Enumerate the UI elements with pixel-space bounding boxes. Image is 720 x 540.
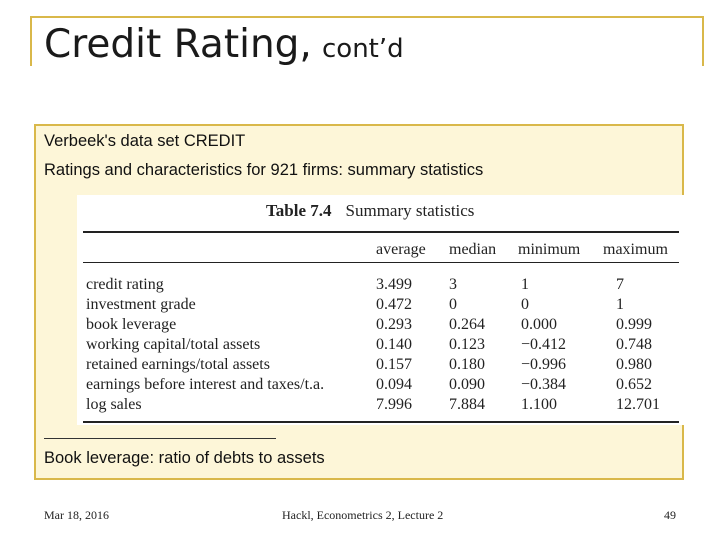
slide-title-main: Credit Rating, xyxy=(44,22,312,67)
row-label: book leverage xyxy=(86,316,177,333)
table-row xyxy=(86,316,681,336)
row-label: credit rating xyxy=(86,276,164,293)
separator-line xyxy=(44,438,276,439)
table-caption-text: Summary statistics xyxy=(345,201,475,220)
slide-title xyxy=(44,22,404,67)
cell-median: 0.180 xyxy=(449,356,485,373)
table-row xyxy=(86,356,681,376)
cell-average: 0.293 xyxy=(376,316,412,333)
cell-median: 0.090 xyxy=(449,376,485,393)
summary-statistics-table xyxy=(77,195,684,425)
table-header-rule xyxy=(83,262,679,263)
header-median: median xyxy=(449,241,497,258)
frame-top-line xyxy=(30,16,704,18)
cell-maximum: 1 xyxy=(616,296,624,313)
cell-average: 0.094 xyxy=(376,376,412,393)
footer-page-number: 49 xyxy=(664,508,676,522)
footer-course: Hackl, Econometrics 2, Lecture 2 xyxy=(282,508,444,522)
cell-minimum: −0.996 xyxy=(521,356,567,373)
dataset-line: Verbeek's data set CREDIT xyxy=(44,132,246,150)
row-label: investment grade xyxy=(86,296,196,313)
cell-average: 0.157 xyxy=(376,356,412,373)
table-row xyxy=(86,296,681,316)
cell-maximum: 0.980 xyxy=(616,356,652,373)
table-row xyxy=(86,276,681,296)
table-row xyxy=(86,336,681,356)
description-line: Ratings and characteristics for 921 firms: summary statistics xyxy=(44,161,484,179)
cell-average: 0.472 xyxy=(376,296,412,313)
row-label: working capital/total assets xyxy=(86,336,261,353)
row-label: log sales xyxy=(86,396,142,413)
table-label: Table 7.4 xyxy=(266,201,332,220)
table-row xyxy=(86,376,681,396)
table-row xyxy=(86,396,681,416)
table-caption xyxy=(266,201,474,221)
cell-median: 3 xyxy=(449,276,457,293)
frame-right-line xyxy=(702,16,704,66)
header-average: average xyxy=(376,241,426,258)
cell-maximum: 0.748 xyxy=(616,336,652,353)
cell-minimum: 1 xyxy=(521,276,529,293)
cell-minimum: 0.000 xyxy=(521,316,557,333)
footer-date: Mar 18, 2016 xyxy=(44,508,109,522)
cell-minimum: −0.412 xyxy=(521,336,567,353)
slide-title-sub: cont’d xyxy=(322,34,404,64)
cell-maximum: 0.652 xyxy=(616,376,652,393)
cell-average: 0.140 xyxy=(376,336,412,353)
row-label: earnings before interest and taxes/t.a. xyxy=(86,376,325,393)
table-bottom-rule xyxy=(83,421,679,423)
header-maximum: maximum xyxy=(603,241,668,258)
cell-minimum: 1.100 xyxy=(521,396,557,413)
cell-average: 7.996 xyxy=(376,396,412,413)
header-minimum: minimum xyxy=(518,241,581,258)
book-leverage-note: Book leverage: ratio of debts to assets xyxy=(44,449,325,467)
frame-left-line xyxy=(30,16,32,66)
cell-minimum: 0 xyxy=(521,296,529,313)
row-label: retained earnings/total assets xyxy=(86,356,270,373)
cell-average: 3.499 xyxy=(376,276,412,293)
cell-maximum: 0.999 xyxy=(616,316,652,333)
cell-median: 7.884 xyxy=(449,396,485,413)
table-top-rule xyxy=(83,231,679,233)
cell-median: 0.123 xyxy=(449,336,485,353)
cell-maximum: 12.701 xyxy=(616,396,660,413)
cell-median: 0 xyxy=(449,296,457,313)
cell-median: 0.264 xyxy=(449,316,485,333)
cell-maximum: 7 xyxy=(616,276,624,293)
cell-minimum: −0.384 xyxy=(521,376,567,393)
